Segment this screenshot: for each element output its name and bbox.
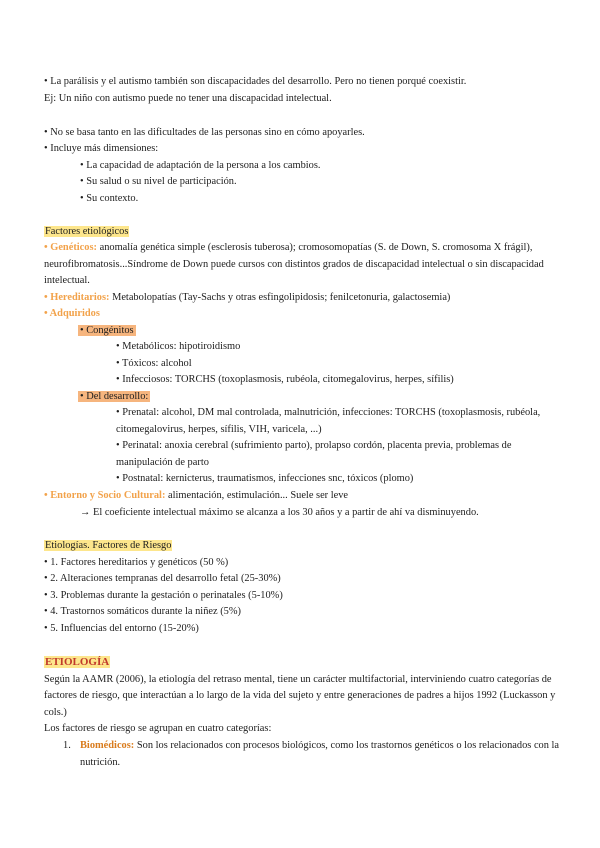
prenatal-line-1: • Prenatal: alcohol, DM mal controlada, malnutrición, infecciones: TORCHS (toxoplasmosis, rubéola, [116, 407, 541, 418]
entorno-text: alimentación, estimulación... Suele ser leve [165, 490, 349, 501]
congenitos-item: • Metabólicos: hipotiroidismo [116, 341, 241, 352]
entorno-line [44, 489, 348, 502]
geneticos-line-2: neurofibromatosis...Síndrome de Down puede cursos con distintos grados de discapacidad intelectual o sin discapacidad [44, 259, 544, 270]
factores-heading-text: Factores etiológicos [45, 226, 129, 237]
desarrollo-label: • Del desarrollo: [80, 391, 149, 402]
biomedicos-label: Biomédicos: [80, 740, 135, 751]
hereditarios-label: • Hereditarios: [44, 292, 110, 303]
geneticos-text: anomalía genética simple (esclerosis tuberosa); cromosomopatías (S. de Down, S. cromosoma X frágil), [96, 242, 533, 253]
hereditarios-line [44, 291, 450, 304]
biomedicos-number: 1. [63, 740, 71, 751]
intro-line-1: • La parálisis y el autismo también son discapacidades del desarrollo. Pero no tienen porqué coexistir. [44, 76, 467, 87]
dims-item: • Su contexto. [80, 193, 139, 204]
dims-item: • Su salud o su nivel de participación. [80, 176, 237, 187]
etiologia-p1-line-2: factores de riesgo, que interactúan a lo largo de la vida del sujeto y entre generaciones de padres a hijos 1992 (Luckasson y [44, 690, 556, 701]
entorno-label: • Entorno y Socio Cultural: [44, 490, 166, 501]
biomedicos-line-2: nutrición. [80, 757, 121, 768]
adquiridos-label: • Adquiridos [44, 308, 100, 319]
riesgo-item: • 3. Problemas durante la gestación o perinatales (5-10%) [44, 590, 283, 601]
factores-heading [44, 225, 129, 238]
riesgo-item: • 1. Factores hereditarios y genéticos (50 %) [44, 557, 229, 568]
etiologia-heading-text: ETIOLOGÍA [45, 656, 110, 668]
dims-line-1: • No se basa tanto en las dificultades de las personas sino en cómo apoyarles. [44, 127, 365, 138]
perinatal-line-1: • Perinatal: anoxia cerebral (sufrimiento parto), prolapso cordón, placenta previa, problemas de [116, 440, 512, 451]
congenitos-label: • Congénitos [80, 325, 134, 336]
etiologia-p1-line-1: Según la AAMR (2006), la etiología del retraso mental, tiene un carácter multifactorial, interviniendo cuatro categorías de [44, 674, 552, 685]
postnatal-line: • Postnatal: kernicterus, traumatismos, infecciones snc, tóxicos (plomo) [116, 473, 414, 484]
prenatal-line-2: citomegalovirus, herpes, sífilis, VIH, varicela, ...) [116, 424, 322, 435]
etiologia-p2: Los factores de riesgo se agrupan en cuatro categorías: [44, 723, 272, 734]
biomedicos-text: Son los relacionados con procesos biológicos, como los trastornos genéticos o los relacionados con la [134, 740, 560, 751]
desarrollo-line [78, 390, 150, 403]
geneticos-line-3: intelectual. [44, 275, 90, 286]
etiologia-p1-line-3: cols.) [44, 707, 67, 718]
intro-line-2: Ej: Un niño con autismo puede no tener una discapacidad intelectual. [44, 93, 332, 104]
geneticos-label: • Genéticos: [44, 242, 97, 253]
riesgo-heading-text: Etiologías. Factores de Riesgo [45, 540, 172, 551]
etiologia-heading [44, 656, 110, 669]
riesgo-item: • 2. Alteraciones tempranas del desarrollo fetal (25-30%) [44, 573, 281, 584]
congenitos-line [78, 324, 136, 337]
congenitos-item: • Tóxicos: alcohol [116, 358, 192, 369]
riesgo-item: • 5. Influencias del entorno (15-20%) [44, 623, 199, 634]
biomedicos-line-1 [80, 739, 559, 752]
dims-item: • La capacidad de adaptación de la persona a los cambios. [80, 160, 321, 171]
geneticos-line-1 [44, 241, 532, 254]
riesgo-heading [44, 539, 172, 552]
hereditarios-text: Metabolopatías (Tay-Sachs y otras esfingolipidosis; fenilcetonuria, galactosemia) [109, 292, 451, 303]
dims-line-2: • Incluye más dimensiones: [44, 143, 159, 154]
congenitos-item: • Infecciosos: TORCHS (toxoplasmosis, rubéola, citomegalovirus, herpes, sífilis) [116, 374, 454, 385]
perinatal-line-2: manipulación de parto [116, 457, 209, 468]
adquiridos-line [44, 307, 100, 320]
riesgo-item: • 4. Trastornos somáticos durante la niñez (5%) [44, 606, 241, 617]
ci-note: → El coeficiente intelectual máximo se alcanza a los 30 años y a partir de ahí va disminuyendo. [80, 507, 479, 518]
